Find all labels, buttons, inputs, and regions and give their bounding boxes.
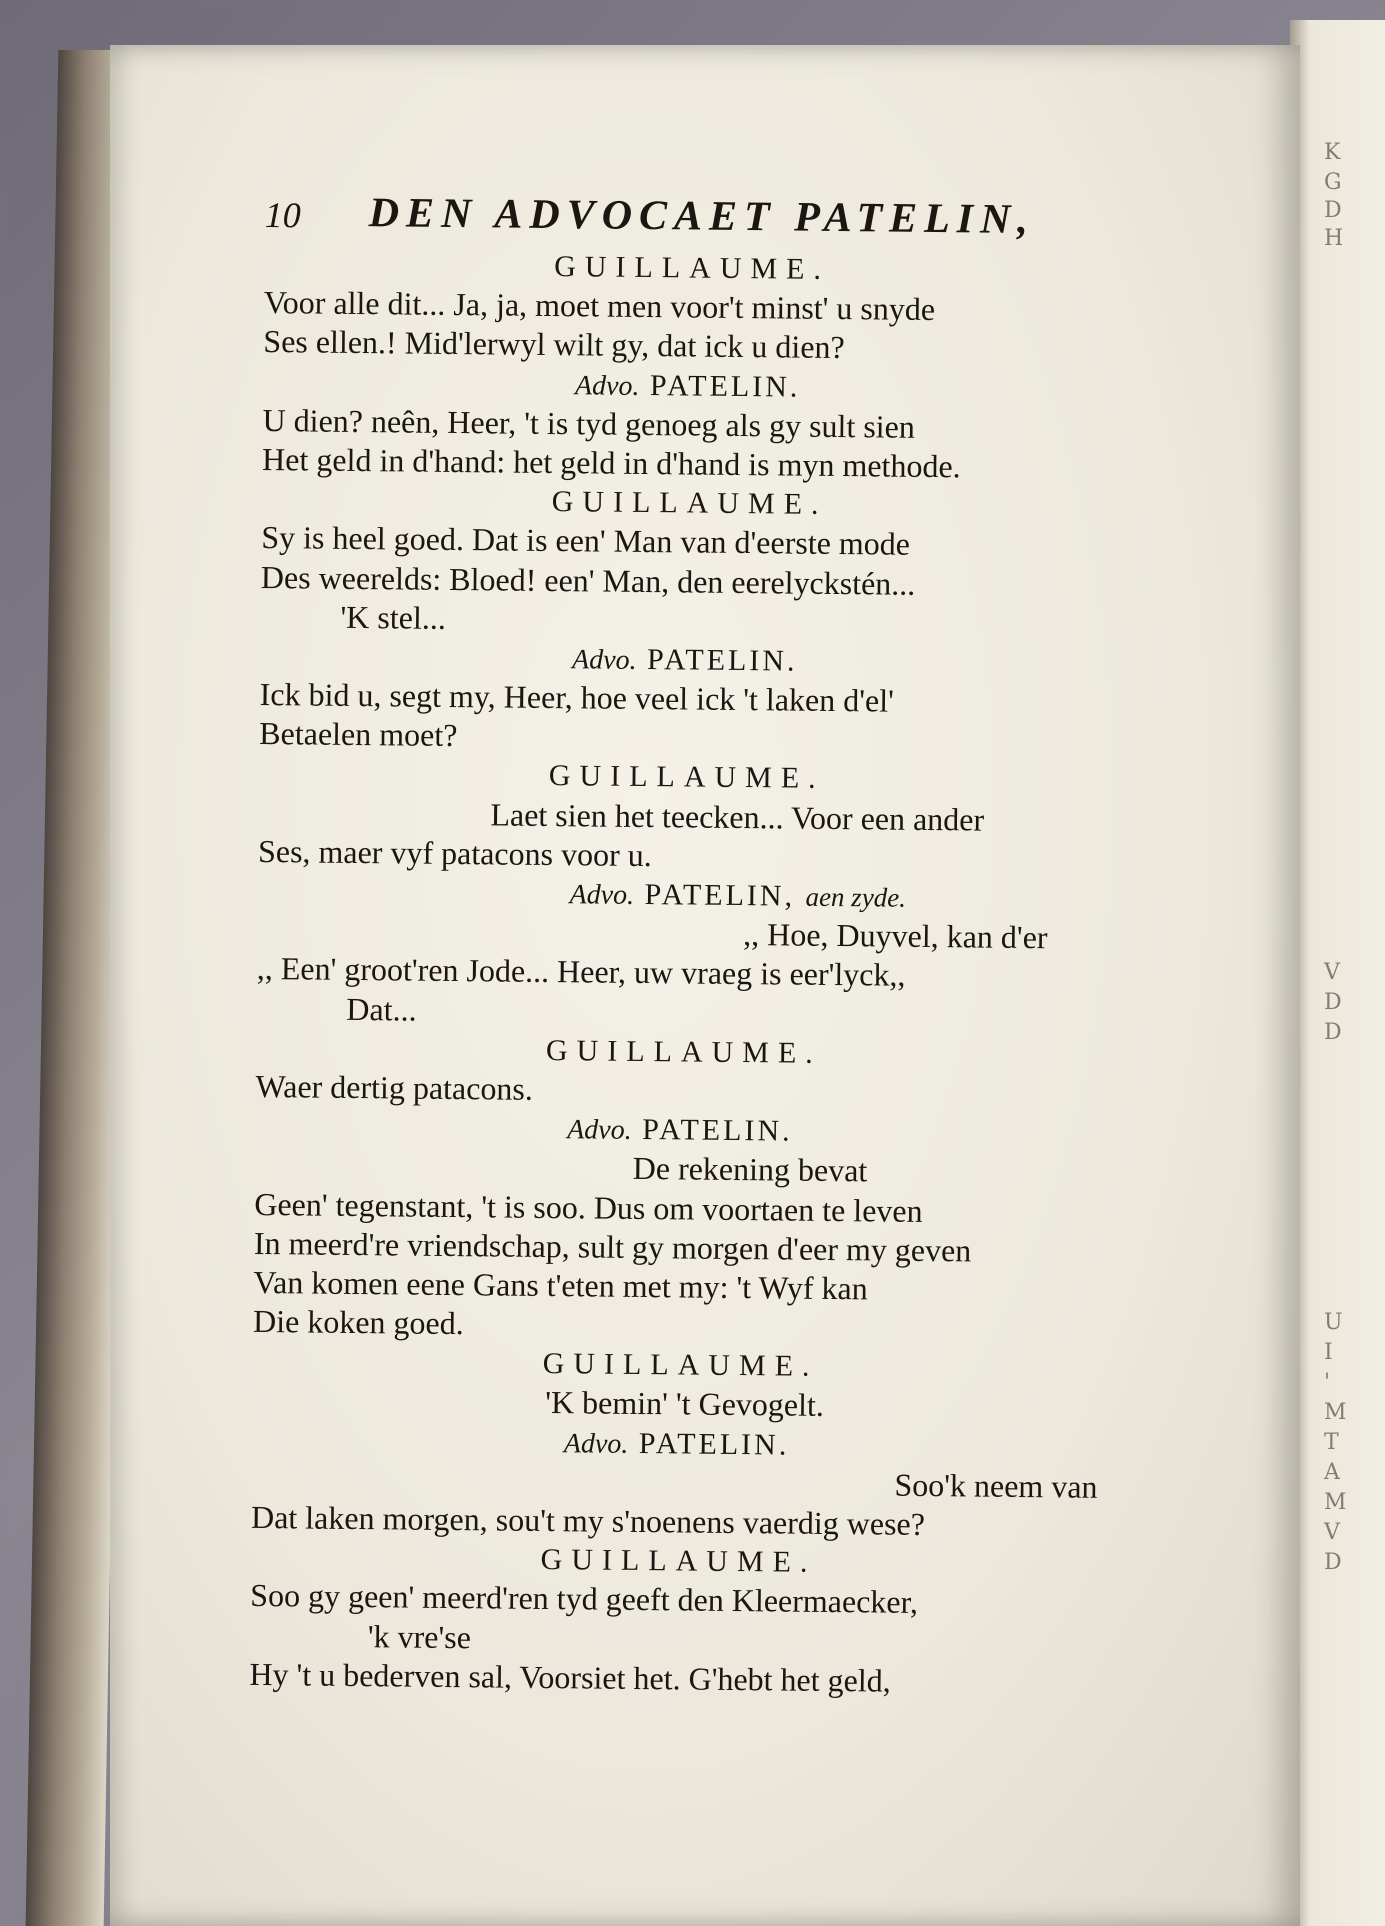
verse-line: Laet sien het teecken... Voor een ander: [490, 796, 985, 838]
facing-page-bleed: A: [1324, 1460, 1340, 1485]
verse-line: Ses ellen.! Mid'lerwyl wilt gy, dat ick u dien?: [263, 323, 845, 366]
stage-direction: aen zyde.: [805, 881, 907, 913]
facing-page-bleed: ': [1324, 1370, 1331, 1395]
facing-page-bleed: D: [1324, 990, 1342, 1015]
verse-line: ,, Hoe, Duyvel, kan d'er: [743, 916, 1048, 956]
facing-page-bleed: G: [1324, 170, 1342, 195]
verse-line: Die koken goed.: [252, 1303, 464, 1342]
facing-page-bleed: M: [1324, 1490, 1347, 1515]
speaker-name: PATELIN.: [646, 642, 798, 678]
speaker-title: Advo.: [574, 369, 640, 402]
facing-page: [1290, 20, 1385, 1926]
speaker-guillaume: GUILLAUME.: [540, 1543, 817, 1580]
verse-line: Betaelen moet?: [259, 715, 458, 754]
verse-line: U dien? neên, Heer, 't is tyd genoeg als gy sult sien: [262, 401, 916, 445]
speaker-guillaume: GUILLAUME.: [548, 759, 825, 796]
verse-line: ,, Een' groot'ren Jode... Heer, uw vraeg is eer'lyck,,: [256, 950, 906, 994]
speaker-name: PATELIN.: [642, 1113, 793, 1148]
speaker-name: PATELIN.: [649, 368, 801, 404]
verse-line: 'K bemin' 't Gevogelt.: [545, 1384, 825, 1424]
verse-line: 'K stel...: [340, 598, 447, 636]
running-head: DEN ADVOCAET PATELIN,: [368, 190, 1036, 244]
verse-line: Voor alle dit... Ja, ja, moet men voor't minst' u snyde: [263, 284, 936, 328]
facing-page-bleed: D: [1324, 1550, 1342, 1575]
speaker-title: Advo.: [571, 644, 637, 676]
verse-line: Des weerelds: Bloed! een' Man, den eerelyckstén...: [260, 558, 916, 602]
verse-line: Dat...: [346, 990, 417, 1028]
speaker-name: PATELIN,: [644, 878, 796, 913]
verse-line: Hy 't u bederven sal, Voorsiet het. G'hebt het geld,: [249, 1655, 891, 1699]
verse-line: Dat laken morgen, sou't my s'noenens vaerdig wese?: [250, 1498, 926, 1542]
speaker-title: Advo.: [569, 879, 635, 911]
facing-page-bleed: I: [1324, 1340, 1333, 1365]
facing-page-bleed: U: [1324, 1310, 1343, 1335]
verse-line: Ses, maer vyf patacons voor u.: [257, 832, 652, 873]
verse-line: Waer dertig patacons.: [255, 1067, 534, 1107]
speaker-name: PATELIN.: [638, 1426, 790, 1462]
verse-line: Soo'k neem van: [894, 1466, 1098, 1505]
facing-page-bleed: M: [1324, 1400, 1347, 1425]
verse-line: 'k vre'se: [367, 1617, 472, 1655]
facing-page-bleed: D: [1324, 198, 1342, 223]
facing-page-bleed: T: [1324, 1430, 1339, 1455]
facing-page-bleed: V: [1324, 960, 1340, 985]
verse-line: Geen' tegenstant, 't is soo. Dus om voortaen te leven: [254, 1185, 923, 1229]
speaker-guillaume: GUILLAUME.: [551, 485, 828, 522]
facing-page-bleed: H: [1324, 226, 1344, 251]
verse-line: In meerd're vriendschap, sult gy morgen d'eer my geven: [253, 1224, 972, 1269]
page-header: [264, 188, 1265, 254]
verse-line: Van komen eene Gans t'eten met my: 't Wyf kan: [253, 1263, 868, 1307]
verse-line: Ick bid u, segt my, Heer, hoe veel ick 't laken d'el': [259, 676, 895, 719]
page-number: 10: [264, 194, 301, 236]
speaker-title: Advo.: [566, 1114, 632, 1147]
verse-line: Het geld in d'hand: het geld in d'hand is myn methode.: [261, 440, 961, 485]
verse-line: De rekening bevat: [632, 1150, 868, 1189]
facing-page-bleed: V: [1324, 1520, 1340, 1545]
verse-line: Soo gy geen' meerd'ren tyd geeft den Kleermaecker,: [250, 1577, 919, 1621]
speaker-guillaume: GUILLAUME.: [554, 250, 831, 286]
facing-page-bleed: D: [1324, 1020, 1342, 1045]
page-text: [249, 188, 1265, 1704]
speaker-guillaume: GUILLAUME.: [542, 1347, 819, 1384]
facing-page-bleed: K: [1324, 140, 1341, 165]
speaker-title: Advo.: [563, 1427, 629, 1460]
speaker-guillaume: GUILLAUME.: [545, 1033, 822, 1070]
verse-line: Sy is heel goed. Dat is een' Man van d'eerste mode: [261, 519, 911, 563]
